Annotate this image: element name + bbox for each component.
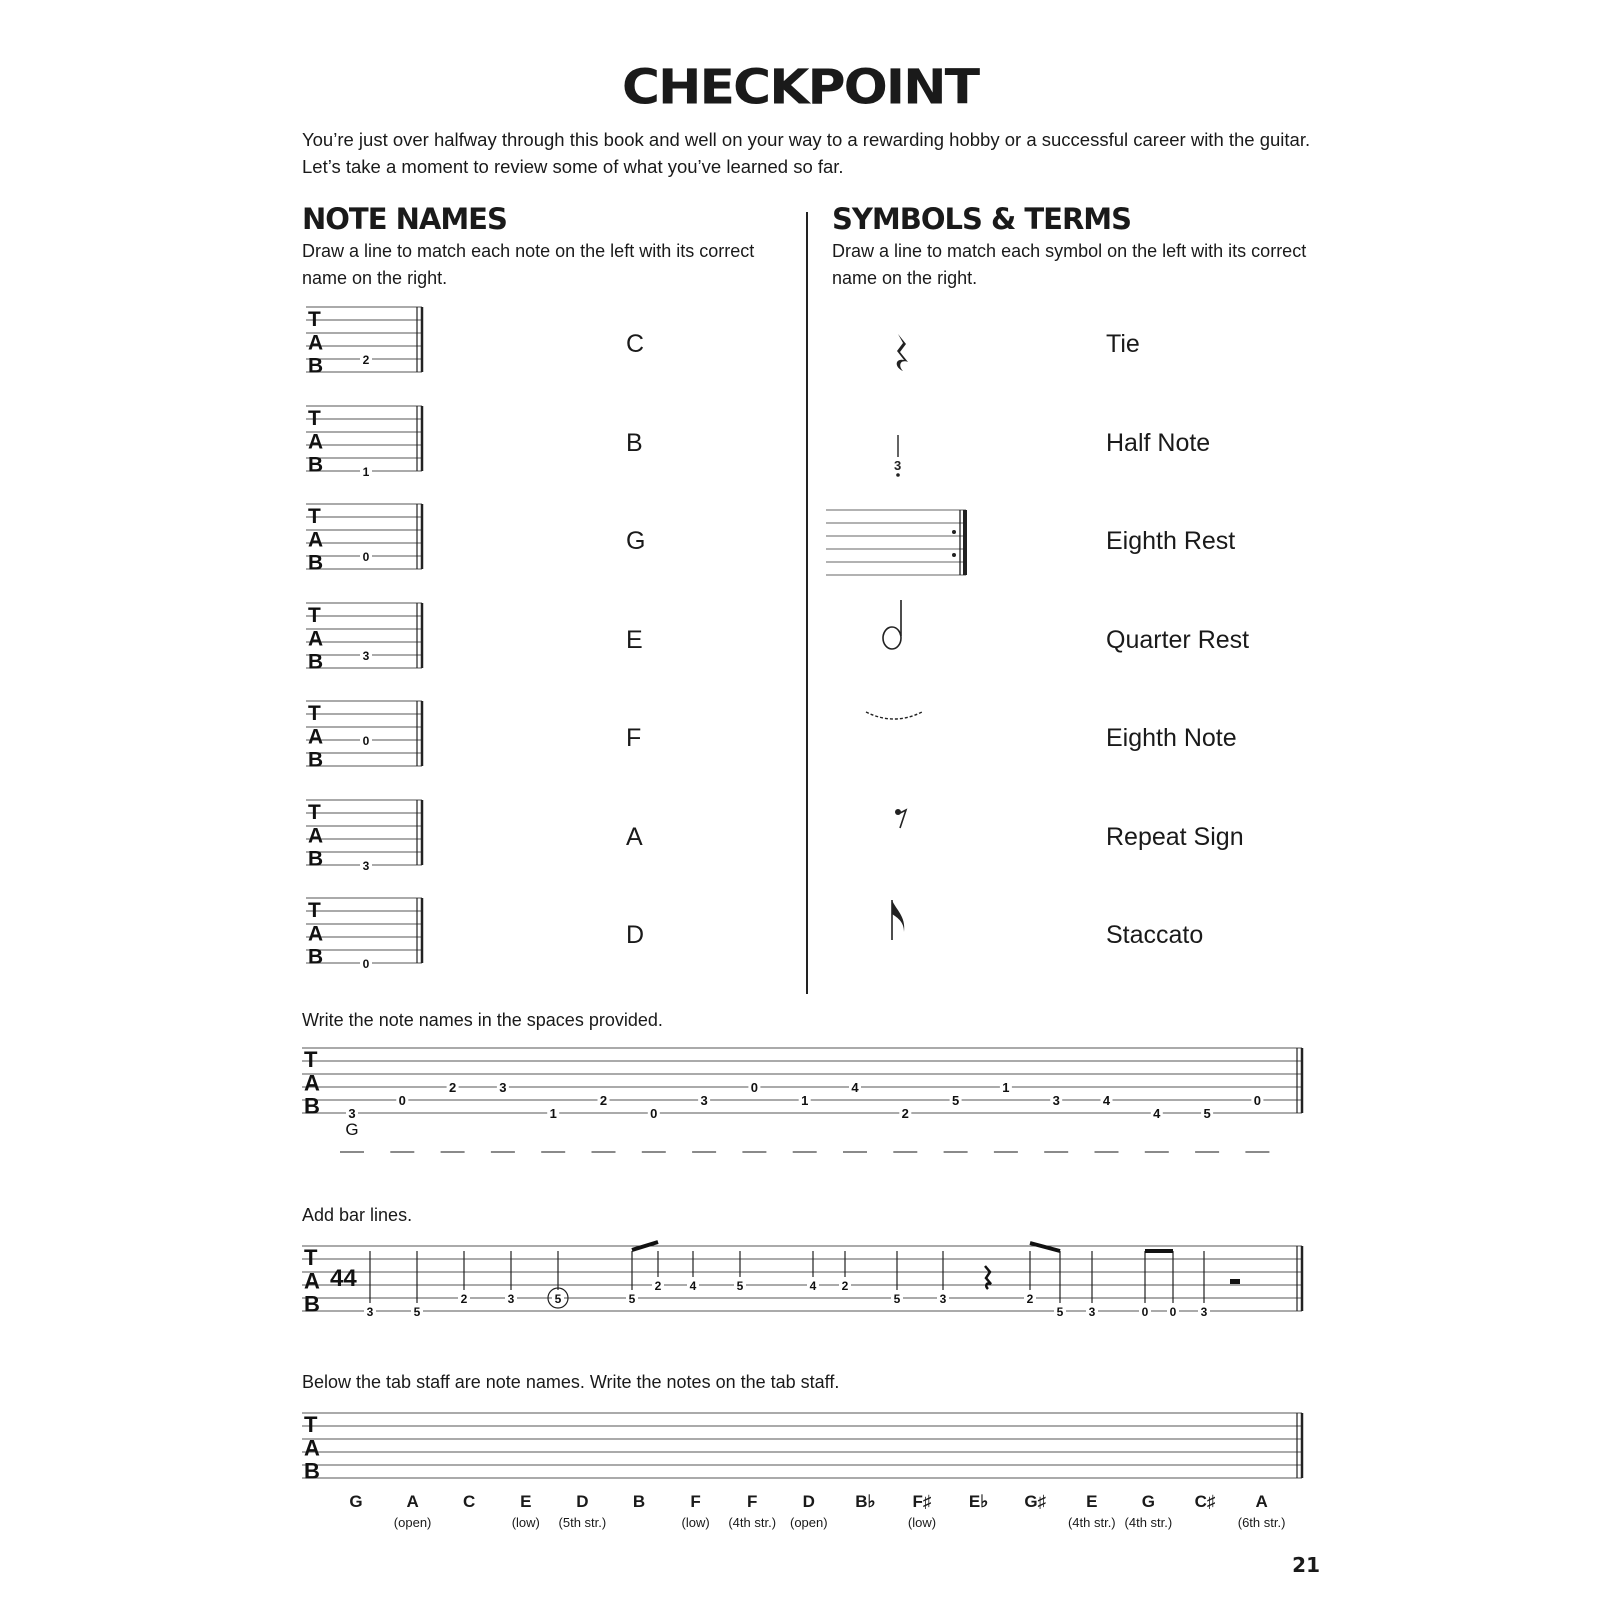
tab-fret-number: 0 (1141, 1305, 1149, 1319)
note-qualifier: (5th str.) (558, 1515, 607, 1530)
tab-fret-number: 1 (549, 1106, 557, 1121)
tab-fret-number: 4 (1102, 1093, 1111, 1108)
exercise3-note (779, 1492, 839, 1530)
note-names-heading: NOTE NAMES (302, 202, 507, 236)
tab-clef-letter: B (308, 748, 324, 771)
tab-clef-letter: B (304, 1458, 320, 1484)
term-label: Tie (1106, 330, 1140, 358)
tab-fret-number: 0 (398, 1093, 406, 1108)
note-name: E (1086, 1492, 1098, 1511)
exercise3-note (552, 1492, 612, 1530)
tab-fret-number: 3 (700, 1093, 708, 1108)
exercise3-note (609, 1492, 669, 1515)
tab-clef-letter: T (304, 1245, 318, 1271)
note-name: F♯ (912, 1492, 932, 1511)
term-label: Staccato (1106, 921, 1204, 949)
note-tab-staff (304, 601, 429, 673)
note-tab-staff (304, 305, 429, 377)
eighth-rest-icon (895, 809, 906, 828)
tab-fret-number: 5 (736, 1279, 744, 1293)
tab-clef-letter: A (304, 1070, 320, 1096)
note-name: D (576, 1492, 589, 1511)
note-tab-staff (304, 896, 429, 968)
exercise3-note (949, 1492, 1009, 1515)
tab-clef-letter: T (308, 800, 321, 824)
exercise3-note (1118, 1492, 1178, 1530)
exercise3-note (1175, 1492, 1235, 1515)
term-label: Half Note (1106, 428, 1211, 457)
term-label: Repeat Sign (1106, 822, 1244, 851)
tie-icon (866, 712, 922, 719)
tab-fret-number: 1 (1002, 1080, 1010, 1095)
tab-fret-number: 2 (901, 1106, 909, 1121)
note-tab-staff (304, 404, 429, 476)
tab-clef-letter: T (308, 899, 321, 923)
exercise3-note (1005, 1492, 1065, 1515)
repeat-sign-icon (826, 510, 967, 575)
note-name: B (632, 1492, 646, 1511)
exercise3-note (835, 1492, 895, 1515)
exercise2-tab-staff (300, 1238, 1310, 1338)
note-qualifier: (open) (790, 1515, 828, 1530)
tab-fret-number: 2 (599, 1093, 608, 1108)
tab-fret-number: 3 (1088, 1305, 1096, 1319)
quarter-rest-icon (985, 1266, 991, 1289)
column-divider (806, 212, 808, 994)
tab-fret-number: 5 (1203, 1106, 1211, 1121)
tab-clef-letter: T (308, 406, 321, 430)
exercise2-instruction: Add bar lines. (302, 1205, 413, 1225)
tab-clef-letter: T (308, 603, 321, 627)
exercise3-note (496, 1492, 556, 1530)
tab-fret-number: 0 (1253, 1093, 1262, 1108)
tab-fret-number: 3 (1052, 1093, 1060, 1108)
staccato-note-icon (894, 435, 901, 477)
note-name: A (406, 1492, 419, 1511)
tab-fret-number: 4 (851, 1080, 859, 1095)
tab-clef-letter: B (308, 847, 324, 870)
exercise1-tab-staff (300, 1040, 1310, 1160)
tab-fret-number: 2 (841, 1279, 849, 1293)
tab-fret-number: 3 (366, 1305, 374, 1319)
note-name-letter: C (626, 330, 645, 358)
note-name-letter: F (626, 724, 642, 752)
note-name-letter: A (626, 822, 643, 851)
note-tab-staff (304, 699, 429, 771)
tab-fret-number: 4 (689, 1279, 697, 1293)
tab-fret-number: 1 (801, 1093, 809, 1108)
tab-fret-number: 2 (1026, 1292, 1034, 1306)
tab-clef-letter: B (308, 945, 324, 968)
tab-clef-letter: A (304, 1435, 320, 1461)
exercise3-note (439, 1492, 499, 1515)
note-qualifier: (4th str.) (728, 1515, 777, 1530)
note-name: C♯ (1194, 1492, 1216, 1511)
note-name: C (463, 1492, 476, 1511)
exercise3-note (666, 1492, 726, 1530)
note-qualifier: (low) (681, 1515, 710, 1530)
note-name: G (349, 1492, 363, 1511)
note-qualifier: (4th str.) (1067, 1515, 1116, 1530)
tab-clef-letter: A (308, 331, 324, 355)
tab-clef-letter: B (308, 650, 324, 673)
tab-clef-letter: B (304, 1291, 320, 1317)
quarter-rest-icon (897, 334, 908, 371)
tab-fret-number: 3 (939, 1292, 947, 1306)
tab-fret-number: 5 (951, 1093, 960, 1108)
exercise3-tab-staff (300, 1405, 1310, 1485)
tab-clef-letter: T (308, 308, 321, 332)
tab-clef-letter: B (304, 1093, 320, 1119)
exercise3-note (722, 1492, 782, 1530)
exercise3-note (1232, 1492, 1292, 1530)
tab-fret-number: 5 (413, 1305, 421, 1319)
tab-fret-number: 2 (448, 1080, 457, 1095)
tab-fret-number: 3 (362, 648, 370, 663)
note-name-letter: B (626, 428, 643, 457)
note-name: E (520, 1492, 532, 1511)
exercise3-instruction: Below the tab staff are note names. Write the notes on the tab staff. (302, 1372, 840, 1392)
tab-fret-number: 0 (362, 957, 370, 968)
tab-clef-letter: T (304, 1412, 318, 1438)
tab-clef-letter: A (308, 823, 324, 847)
term-label: Eighth Rest (1106, 527, 1236, 555)
tab-fret-number: 2 (654, 1279, 662, 1293)
eighth-note-icon (892, 900, 904, 940)
note-name: F (690, 1492, 701, 1511)
note-name: G♯ (1024, 1492, 1047, 1511)
note-name-letter: D (626, 921, 645, 949)
note-name: B♭ (855, 1492, 876, 1511)
tab-clef-letter: T (304, 1047, 318, 1073)
note-qualifier: (low) (907, 1515, 937, 1530)
note-name: A (1255, 1492, 1268, 1511)
tab-clef-letter: A (308, 922, 324, 946)
symbols-column (826, 300, 996, 980)
note-name: D (802, 1492, 815, 1511)
tab-fret-number: 3 (499, 1080, 507, 1095)
page-title: CHECKPOINT (621, 60, 979, 116)
note-names-description: Draw a line to match each note on the left with its correct name on the right. (302, 241, 755, 288)
tab-clef-letter: A (304, 1268, 320, 1294)
tab-fret-number: 5 (628, 1292, 636, 1306)
note-qualifier: (4th str.) (1124, 1515, 1173, 1530)
tab-fret-number: 3 (348, 1106, 356, 1121)
page-number: 21 (1292, 1553, 1320, 1577)
tab-fret-number: 4 (1153, 1106, 1161, 1121)
tab-clef-letter: B (308, 354, 324, 377)
tab-fret-number: 0 (750, 1080, 759, 1095)
tab-clef-letter: A (308, 626, 324, 650)
half-rest-icon (1230, 1279, 1240, 1284)
time-signature: 44 (330, 1265, 357, 1292)
tab-fret-number: 2 (460, 1292, 468, 1306)
tab-clef-letter: B (308, 551, 324, 574)
note-name-letter: E (626, 625, 643, 654)
note-name: E♭ (968, 1492, 989, 1511)
tab-clef-letter: T (308, 505, 321, 529)
tab-fret-number: 5 (1056, 1305, 1064, 1319)
symbols-terms-description: Draw a line to match each symbol on the left with its correct name on the right. (832, 241, 1307, 288)
note-tab-staff (304, 798, 429, 870)
term-label: Quarter Rest (1106, 625, 1250, 654)
tab-fret-number: 4 (809, 1279, 817, 1293)
tab-fret-number: 1 (362, 464, 370, 476)
staccato-fret: 3 (894, 458, 902, 473)
tab-fret-number: 2 (362, 353, 370, 367)
exercise3-note (1062, 1492, 1122, 1530)
symbols-terms-heading: SYMBOLS & TERMS (832, 202, 1132, 236)
tab-fret-number: 0 (362, 734, 370, 748)
term-label: Eighth Note (1106, 724, 1237, 752)
tab-fret-number: 5 (893, 1292, 901, 1306)
tab-fret-number: 3 (362, 858, 370, 870)
note-tab-staff (304, 502, 429, 574)
tab-fret-number: 3 (507, 1292, 515, 1306)
note-name: G (1141, 1492, 1155, 1511)
exercise3-note (892, 1492, 952, 1530)
note-qualifier: (open) (393, 1515, 432, 1530)
tab-clef-letter: A (308, 429, 324, 453)
tab-clef-letter: B (308, 453, 324, 476)
tab-fret-number: 5 (554, 1292, 562, 1306)
tab-fret-number: 0 (650, 1106, 658, 1121)
tab-fret-number: 0 (1169, 1305, 1177, 1319)
tab-clef-letter: A (308, 528, 324, 552)
note-name-letter: G (626, 527, 646, 555)
half-note-icon (883, 600, 901, 649)
exercise3-note (383, 1492, 443, 1530)
exercise1-instruction: Write the note names in the spaces provided. (302, 1010, 663, 1030)
tab-clef-letter: A (308, 725, 324, 749)
tab-fret-number: 0 (362, 550, 370, 564)
intro-paragraph: You’re just over halfway through this book and well on your way to a rewarding hobby or a successful career with the guitar. Let’s take a moment to review some of what you’ve learned so far. (302, 129, 1311, 177)
note-qualifier: (6th str.) (1237, 1515, 1286, 1530)
note-name: F (746, 1492, 758, 1511)
tab-clef-letter: T (308, 702, 321, 726)
note-qualifier: (low) (511, 1515, 540, 1530)
exercise3-note (326, 1492, 386, 1515)
first-answer: G (345, 1120, 359, 1139)
tab-fret-number: 3 (1200, 1305, 1208, 1319)
